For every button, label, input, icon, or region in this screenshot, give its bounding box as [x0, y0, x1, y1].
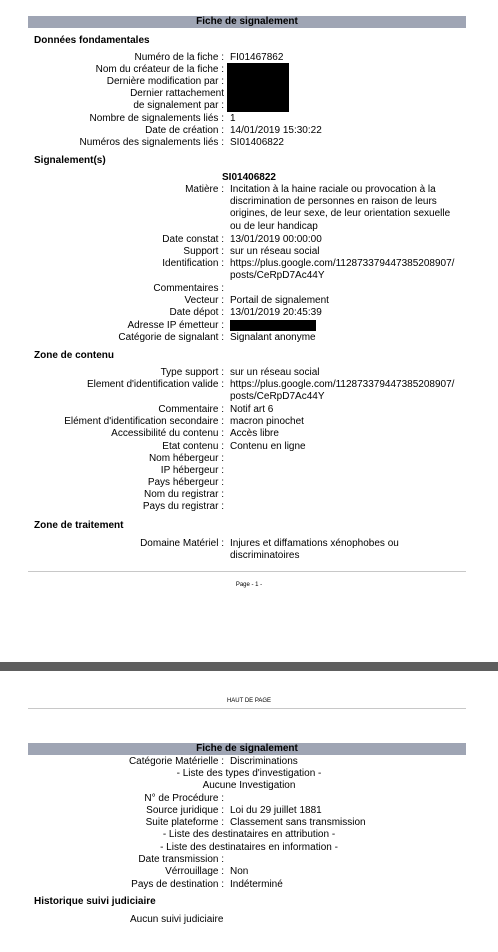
signalement-id: SI01406822 — [222, 172, 276, 183]
field-label: Matière : — [185, 184, 224, 195]
field-value: Classement sans transmission — [230, 817, 366, 828]
field-value: Loi du 29 juillet 1881 — [230, 805, 322, 816]
field-label: Nom du créateur de la fiche : — [95, 64, 224, 75]
field-value: Discriminations — [230, 756, 298, 767]
attribution-list-title: - Liste des destinataires en attribution - — [162, 829, 336, 840]
field-value: 14/01/2019 15:30:22 — [230, 125, 322, 136]
field-value: 13/01/2019 00:00:00 — [230, 234, 322, 245]
field-label: Dernier rattachement — [130, 88, 224, 99]
field-label: Date constat : — [162, 234, 224, 245]
field-value: https://plus.google.com/112873379447385208907/ posts/CeRpD7Ac44Y — [230, 379, 455, 403]
field-label: Domaine Matériel : — [140, 538, 224, 549]
field-label: Nombre de signalements liés : — [89, 113, 224, 124]
field-label: Element d'identification valide : — [87, 379, 224, 390]
field-label: Elément d'identification secondaire : — [64, 416, 224, 427]
field-label: Type support : — [160, 367, 224, 378]
field-label: Vecteur : — [184, 295, 224, 306]
redaction-block — [230, 320, 316, 331]
field-value: 1 — [230, 113, 236, 124]
document-page-2 — [0, 671, 498, 952]
field-value: Indéterminé — [230, 879, 283, 890]
page-separator — [0, 662, 498, 671]
field-label: Date de création : — [145, 125, 224, 136]
field-label: de signalement par : — [133, 100, 224, 111]
information-list-title: - Liste des destinataires en information - — [160, 842, 338, 853]
field-value: Notif art 6 — [230, 404, 274, 415]
field-label: Adresse IP émetteur : — [127, 320, 224, 331]
field-value: sur un réseau social — [230, 367, 320, 378]
page-number: Page - 1 - — [235, 582, 263, 588]
field-value: https://plus.google.com/112873379447385208907/ posts/CeRpD7Ac44Y — [230, 258, 455, 282]
section-title-donnees: Données fondamentales — [34, 35, 150, 46]
divider — [28, 708, 466, 709]
field-label: Catégorie Matérielle : — [128, 756, 224, 767]
field-label: Numéro de la fiche : — [134, 52, 224, 63]
field-value: Accès libre — [230, 428, 279, 439]
field-label: Identification : — [162, 258, 224, 269]
field-label: Catégorie de signalant : — [118, 332, 224, 343]
divider — [28, 571, 466, 572]
field-label: Suite plateforme : — [145, 817, 224, 828]
field-label: Nom du registrar : — [143, 489, 224, 500]
field-value: Signalant anonyme — [230, 332, 316, 343]
field-label: Etat contenu : — [162, 441, 224, 452]
field-label: IP hébergeur : — [160, 465, 224, 476]
investigation-list-value: Aucune Investigation — [202, 780, 296, 791]
field-label: N° de Procédure : — [144, 793, 224, 804]
field-value: Portail de signalement — [230, 295, 329, 306]
field-label: Numéros des signalements liés : — [79, 137, 224, 148]
field-value: SI01406822 — [230, 137, 284, 148]
top-of-page-label: HAUT DE PAGE — [226, 698, 272, 704]
field-value: 13/01/2019 20:45:39 — [230, 307, 322, 318]
field-label: Pays du registrar : — [142, 501, 224, 512]
field-label: Date transmission : — [138, 854, 224, 865]
field-value — [230, 320, 470, 332]
field-value: macron pinochet — [230, 416, 304, 427]
field-value: Contenu en ligne — [230, 441, 306, 452]
field-label: Date dépot : — [169, 307, 224, 318]
historique-value: Aucun suivi judiciaire — [130, 914, 224, 925]
field-value: Non — [230, 866, 249, 877]
field-label: Support : — [183, 246, 224, 257]
field-label: Nom hébergeur : — [148, 453, 224, 464]
field-label: Vérrouillage : — [165, 866, 224, 877]
section-title-historique: Historique suivi judiciaire — [34, 896, 156, 907]
investigation-list-title: - Liste des types d'investigation - — [176, 768, 322, 779]
field-label: Commentaires : — [153, 283, 224, 294]
field-value: sur un réseau social — [230, 246, 320, 257]
form-header-bar: Fiche de signalement — [28, 16, 466, 28]
section-title-traitement: Zone de traitement — [34, 520, 124, 531]
field-label: Pays hébergeur : — [147, 477, 224, 488]
field-label: Commentaire : — [158, 404, 224, 415]
form-header-bar: Fiche de signalement — [28, 743, 466, 755]
field-label: Dernière modification par : — [106, 76, 224, 87]
field-label: Pays de destination : — [131, 879, 224, 890]
redaction-block — [227, 63, 289, 112]
section-title-contenu: Zone de contenu — [34, 350, 114, 361]
field-label: Source juridique : — [146, 805, 224, 816]
field-value: FI01467862 — [230, 52, 284, 63]
field-value: Injures et diffamations xénophobes ou discriminatoires — [230, 538, 399, 562]
field-value: Incitation à la haine raciale ou provocation à la discrimination de personnes en raison de leurs origines, de leur sexe, de leur orientation sexuelle ou de leur handicap — [230, 184, 451, 232]
section-title-signalements: Signalement(s) — [34, 155, 106, 166]
field-label: Accessibilité du contenu : — [111, 428, 224, 439]
